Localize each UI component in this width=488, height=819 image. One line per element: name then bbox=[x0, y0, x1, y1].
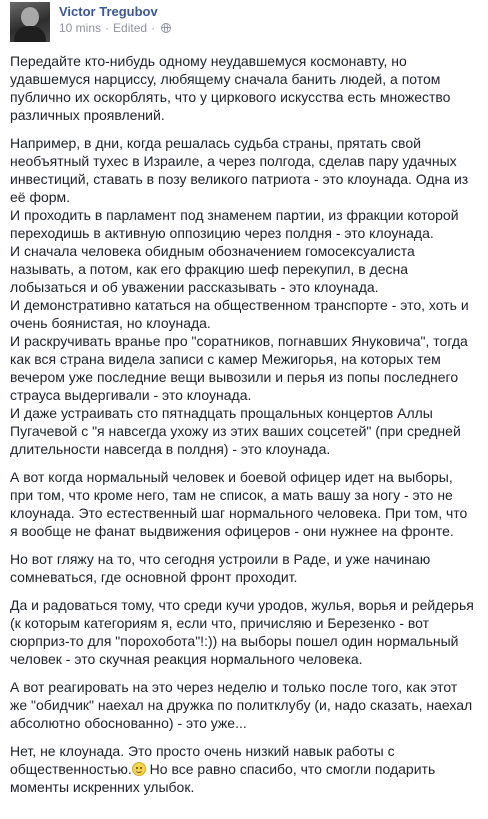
post-paragraph-7-tail: Но все равно спасибо, что смогли подарить моменты искренних улыбок. bbox=[10, 761, 436, 795]
post-paragraph-7-text: Нет, не клоунада. Это просто очень низкий навык работы с общественностью. bbox=[10, 743, 395, 777]
post-timestamp[interactable]: 10 mins bbox=[59, 21, 102, 35]
edited-label[interactable]: Edited bbox=[113, 21, 148, 35]
avatar-shoulders-shape bbox=[14, 26, 46, 42]
separator-dot: · bbox=[105, 21, 110, 35]
post-paragraph-6: А вот реагировать на это через неделю и только после того, как этот же "обидчик" наехал на дружка по политклубу (и, надо сказать, наехал абсолютно обоснованно) - это уже... bbox=[10, 679, 473, 731]
globe-icon[interactable] bbox=[161, 23, 171, 33]
avatar[interactable] bbox=[10, 2, 50, 42]
avatar-head-shape bbox=[21, 7, 39, 27]
smiley-icon bbox=[132, 762, 146, 776]
post-paragraph-3: А вот когда нормальный человек и боевой офицер идет на выборы, при том, что кроме него, там не список, а мать вашу за ногу - это не клоунада. Это естественный шаг нормального человека. При том, что я вообще не фанат выдвижения офицеров - они нужнее на фронте. bbox=[10, 469, 468, 539]
post-subline bbox=[59, 20, 171, 36]
post-paragraph-5: Да и радоваться тому, что среди кучи уродов, жулья, ворья и рейдерья (к которым категориям я, если что, причисляю и Березенко - вот сюрприз-то для "порохобота"!:)) на выборы пошел один нормальный человек - это скучная реакция нормального человека. bbox=[10, 597, 474, 667]
post-meta bbox=[59, 2, 171, 36]
post-paragraph-4: Но вот гляжу на то, что сегодня устроили в Раде, и уже начинаю сомневаться, где основной фронт проходит. bbox=[10, 551, 431, 585]
post-header bbox=[10, 0, 478, 52]
post-paragraph-1: Передайте кто-нибудь одному неудавшемуся космонавту, но удавшемуся нарциссу, любящему сначала банить людей, а потом публично их оскорблять, что у циркового искусства есть множество различных проявлений. bbox=[10, 53, 451, 123]
post-paragraph-2: Например, в дни, когда решалась судьба страны, прятать свой необъятный тухес в Израиле, а через полгода, сделав пару удачных инвестиций, ставать в позу великого патриота - это клоунада. Одна из её форм. И проходить в парламент под знаменем партии, из фракции которой переходишь в активную оппозицию через полдня - это клоунада. И сначала человека обидным обозначением гомосексуалиста называть, а потом, как его фракцию шеф перекупил, в десна лобызаться и об уважении рассказывать - это клоунада. И демонстративно кататься на общественном транспорте - это, хоть и очень боянистая, но клоунада. И раскручивать вранье про "соратников, погнавших Януковича", тогда как вся страна видела записи с камер Межигорья, на которых тем вечером уже последние вещи вывозили и перья из попы последнего страуса выдергивали - это клоунада. И даже устраивать сто пятнадцать прощальных концертов Аллы Пугачевой с "я навсегда ухожу из этих ваших соцсетей" (при средней длительности навсегда в полдня) - это клоунада. bbox=[10, 135, 469, 457]
post-body bbox=[10, 52, 478, 796]
post-paragraph-7 bbox=[10, 742, 478, 796]
separator-dot-2: · bbox=[151, 21, 156, 35]
author-name[interactable]: Victor Tregubov bbox=[59, 4, 158, 19]
